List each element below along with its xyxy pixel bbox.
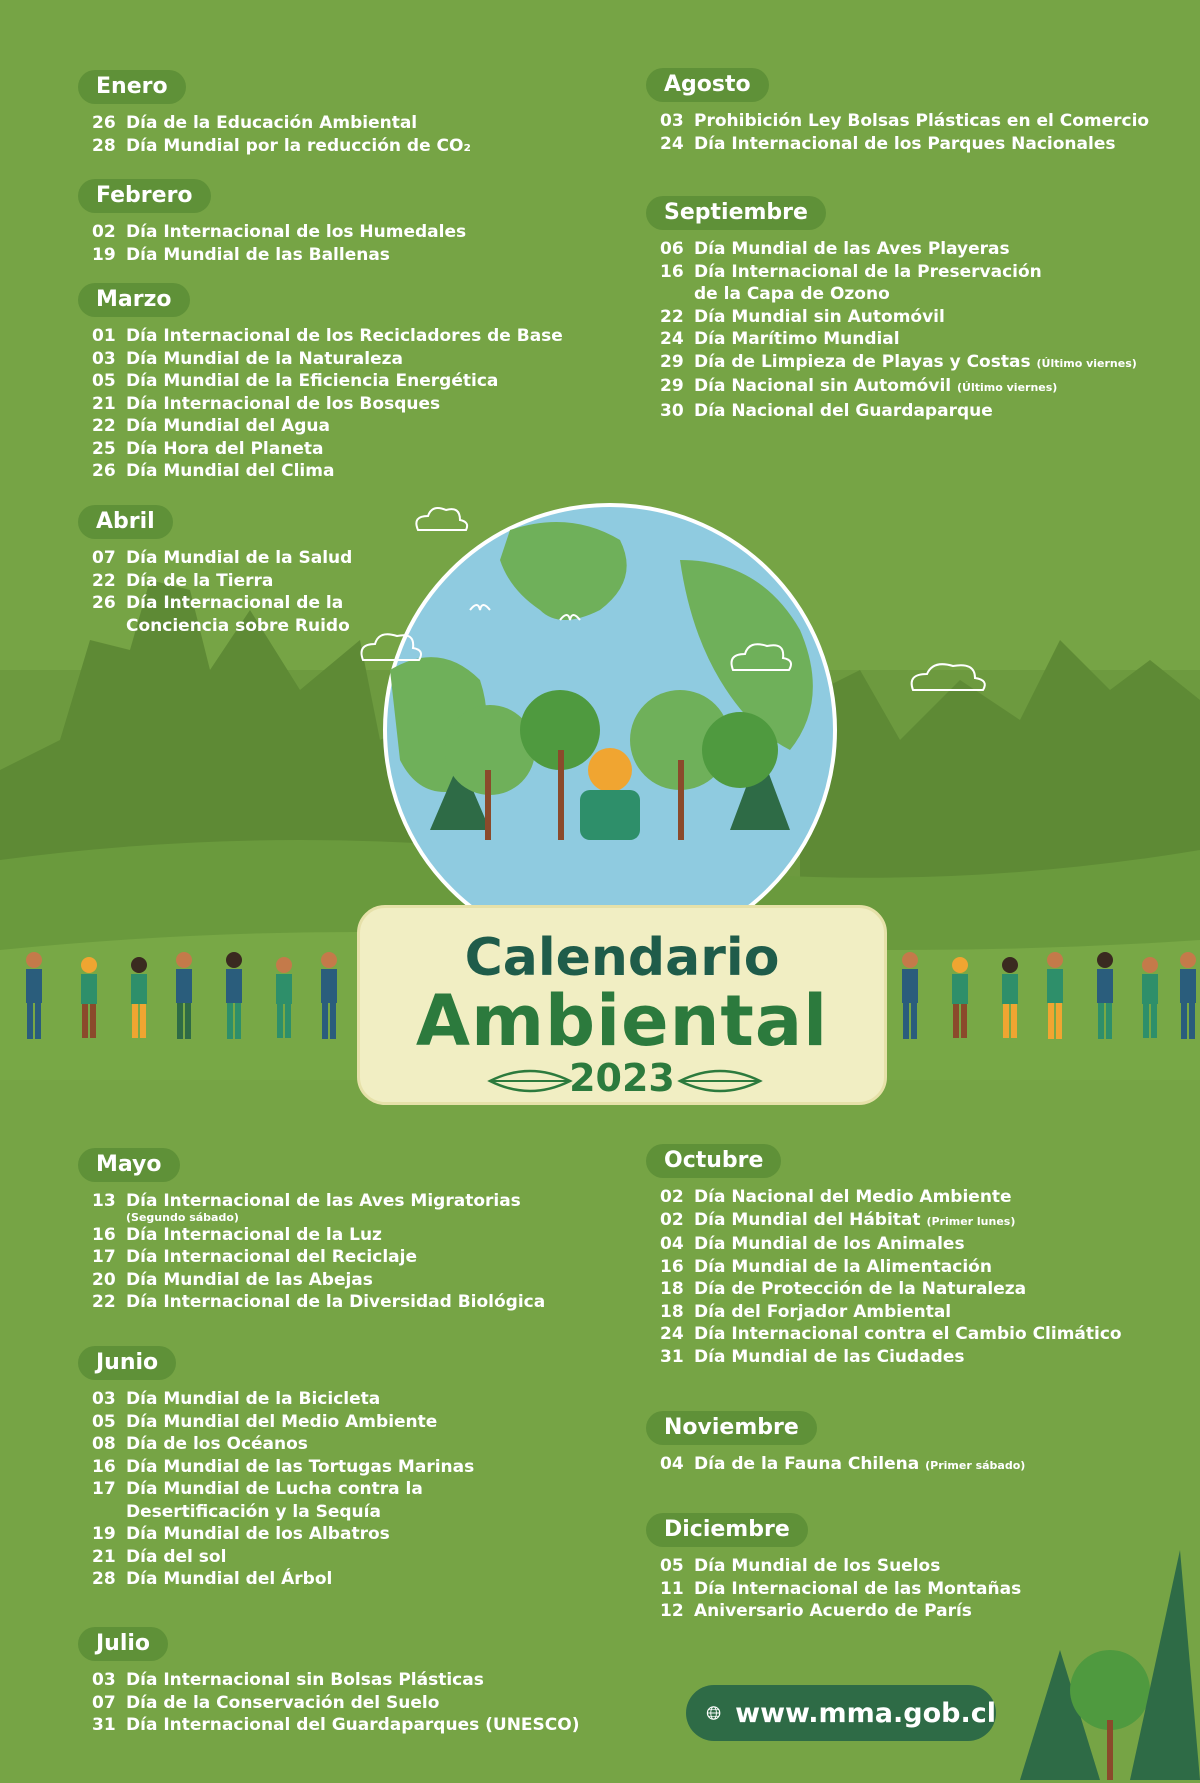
event-name-wrap [694,133,1180,156]
event-name-wrap [694,1453,1180,1478]
event-day: 03 [660,111,684,131]
event-name-wrap [126,460,612,483]
event-name: Día Internacional de las Aves Migratorias [126,1191,521,1211]
event-name-wrap [126,1224,612,1247]
event-day: 04 [660,1454,684,1474]
event-name: Día Mundial de las Tortugas Marinas [126,1456,475,1477]
month-label: Diciembre [646,1513,808,1547]
event-day: 03 [92,348,116,369]
website-url: www.mma.gob.cl [735,1697,996,1729]
event-day: 19 [92,1524,116,1544]
event-name: Día Internacional de la Luz [126,1224,382,1245]
event-day: 22 [660,306,684,327]
event-row [92,570,492,593]
event-name: Día Mundial de Lucha contra la [126,1479,423,1499]
event-day: 22 [92,1292,116,1312]
event-day: 12 [660,1601,684,1621]
event-row [660,1323,1180,1346]
event-note: (Segundo sábado) [126,1210,239,1224]
event-name-wrap [694,1186,1180,1209]
event-day: 04 [660,1234,684,1254]
event-name-wrap [126,592,492,637]
cloud-icon [725,630,795,680]
event-name: Día Mundial de los Animales [694,1234,965,1254]
month-mayo [92,1148,612,1314]
event-note: (Primer lunes) [926,1214,1016,1228]
event-day: 17 [92,1479,116,1499]
event-name-wrap [694,110,1180,133]
event-name-wrap [126,1714,612,1737]
event-name: Día Mundial de las Abejas [126,1269,373,1290]
event-name-wrap [126,1190,612,1224]
event-name-wrap [694,1278,1180,1301]
event-row [92,1411,612,1434]
event-name-wrap [126,570,492,593]
globe-icon [706,1697,721,1729]
event-name: Día Internacional de la Preservación [694,261,1042,282]
event-row [92,547,492,570]
event-row [92,325,612,348]
event-name-wrap [126,1568,612,1591]
event-day: 16 [92,1224,116,1245]
event-name: Día de la Tierra [126,570,274,591]
event-row [660,1453,1180,1478]
event-name: Aniversario Acuerdo de París [694,1601,972,1621]
event-day: 18 [660,1279,684,1299]
event-name-wrap [694,400,1180,423]
event-day: 21 [92,1546,116,1567]
event-name-wrap [126,1388,612,1411]
title-calendario: Calendario [464,928,780,988]
event-name: Día Mundial del Agua [126,416,331,436]
cloud-icon [905,650,995,700]
event-name: Día de la Fauna Chilena [694,1454,920,1474]
event-day: 08 [92,1434,116,1454]
event-name-wrap [694,1256,1180,1279]
event-row [92,1546,612,1569]
event-day: 24 [660,329,684,349]
event-name-wrap [694,261,1180,306]
event-name: Día de la Educación Ambiental [126,113,418,133]
event-name-wrap [126,1478,612,1523]
event-name-wrap [126,1269,612,1292]
event-name-wrap [694,1600,1120,1623]
event-day: 13 [92,1191,116,1211]
event-name-wrap [694,1578,1120,1601]
event-name-wrap [126,547,492,570]
event-row [660,1278,1180,1301]
event-name-wrap [126,393,612,416]
event-day: 02 [660,1187,684,1207]
event-row [92,1456,612,1479]
event-day: 24 [660,133,684,154]
event-name-wrap [694,1209,1180,1234]
month-junio [92,1346,612,1591]
website-link[interactable] [686,1685,996,1741]
event-name-wrap [126,221,572,244]
event-name-wrap [126,415,612,438]
event-name: Día Mundial de las Aves Playeras [694,239,1010,259]
event-row [660,1233,1180,1256]
month-diciembre [660,1513,1120,1623]
event-row [92,393,612,416]
event-name-wrap [126,1523,612,1546]
event-row [92,1388,612,1411]
event-day: 03 [92,1389,116,1409]
event-name: Día Mundial de los Suelos [694,1556,941,1576]
event-row [660,1578,1120,1601]
event-day: 29 [660,376,684,396]
event-day: 30 [660,400,684,421]
event-day: 26 [92,113,116,133]
event-row [660,1256,1180,1279]
event-row [92,460,612,483]
event-name: Día Mundial del Hábitat [694,1209,921,1230]
event-name-wrap [126,1433,612,1456]
event-day: 16 [660,261,684,282]
event-name: Día Internacional de los Bosques [126,393,441,414]
event-name: Día de Limpieza de Playas y Costas [694,351,1031,372]
event-name: Día Nacional del Guardaparque [694,400,993,421]
event-name-wrap [694,1323,1180,1346]
event-name: Día Marítimo Mundial [694,329,900,349]
event-name: Día Hora del Planeta [126,438,324,459]
event-day: 06 [660,239,684,259]
event-name: Día Mundial de la Salud [126,548,353,568]
event-day: 19 [92,244,116,265]
event-row [92,370,612,393]
event-name: Día Mundial de la Alimentación [694,1256,992,1277]
event-name-wrap [126,438,612,461]
event-name-wrap [126,1291,612,1314]
event-day: 31 [660,1346,684,1367]
event-day: 01 [92,326,116,346]
event-name: Día Internacional de las Montañas [694,1578,1022,1599]
event-day: 05 [92,1411,116,1432]
month-label: Octubre [646,1144,781,1178]
event-name: Día Mundial del Árbol [126,1569,333,1589]
event-name-wrap [126,1456,612,1479]
event-name: Día Internacional de los Humedales [126,222,467,242]
event-row [92,1523,612,1546]
month-label: Agosto [646,68,769,102]
event-row [92,592,492,637]
event-name-wrap [126,112,572,135]
event-name: Día Internacional del Reciclaje [126,1247,417,1267]
month-label: Febrero [78,179,211,213]
event-day: 28 [92,135,116,156]
event-name: Día Internacional de la [126,593,344,613]
event-name-wrap [126,1692,612,1715]
month-label: Julio [78,1627,168,1661]
month-enero [92,70,572,157]
event-day: 05 [660,1556,684,1576]
event-row [660,133,1180,156]
month-febrero [92,179,572,266]
event-name: Día Internacional del Guardaparques (UNESCO) [126,1715,580,1735]
event-name: Día Internacional sin Bolsas Plásticas [126,1670,484,1690]
event-day: 28 [92,1569,116,1589]
people-illustration-right [890,945,1200,1045]
event-name: Día Internacional de los Recicladores de Base [126,326,563,346]
event-row [660,1600,1120,1623]
event-name-wrap [694,351,1180,376]
event-row [92,348,612,371]
month-noviembre [660,1411,1180,1478]
event-name: Día Mundial de las Ballenas [126,244,390,265]
event-name: Día Nacional sin Automóvil [694,376,952,396]
event-name-wrap [694,375,1180,400]
event-row [660,238,1180,261]
event-name: Día de la Conservación del Suelo [126,1692,440,1713]
event-name: Día Mundial sin Automóvil [694,306,945,327]
event-name: Día de los Océanos [126,1434,308,1454]
event-day: 02 [660,1209,684,1230]
month-label: Enero [78,70,186,104]
event-row [92,1714,612,1737]
event-row [660,1346,1180,1369]
event-name-wrap [694,1233,1180,1256]
event-name-wrap [694,1346,1180,1369]
event-name: Día Mundial de la Bicicleta [126,1389,381,1409]
event-day: 25 [92,438,116,459]
event-name: Día Mundial de las Ciudades [694,1346,965,1367]
leaf-icon [675,1066,765,1096]
month-label: Marzo [78,283,190,317]
event-row [660,1301,1180,1324]
event-name-wrap [126,1246,612,1269]
event-name-wrap [126,1546,612,1569]
event-row [92,1190,612,1224]
event-name-wrap [126,325,612,348]
event-name-wrap [126,135,572,158]
event-row [92,438,612,461]
event-day: 03 [92,1670,116,1690]
event-row [660,110,1180,133]
event-day: 20 [92,1269,116,1290]
event-day: 05 [92,371,116,391]
event-day: 16 [92,1456,116,1477]
event-name: Día Mundial de la Eficiencia Energética [126,371,499,391]
event-name-wrap [126,348,612,371]
event-row [92,1478,612,1523]
event-row [92,415,612,438]
month-label: Junio [78,1346,176,1380]
event-name-continued: Conciencia sobre Ruido [126,615,350,636]
event-day: 07 [92,548,116,568]
month-label: Septiembre [646,196,826,230]
event-name-wrap [694,238,1180,261]
event-day: 17 [92,1247,116,1267]
event-name-wrap [694,1301,1180,1324]
event-row [660,1209,1180,1234]
event-name: Día Internacional de la Diversidad Biológica [126,1292,546,1312]
people-illustration-left [14,945,354,1045]
event-row [660,1555,1120,1578]
event-day: 18 [660,1301,684,1322]
month-abril [92,505,492,637]
event-name-wrap [126,370,612,393]
event-note: (Último viernes) [957,381,1058,394]
title-card [357,905,887,1105]
event-row [92,135,572,158]
event-name: Día Internacional contra el Cambio Climático [694,1324,1122,1344]
event-row [92,1246,612,1269]
event-day: 26 [92,593,116,613]
event-row [92,1433,612,1456]
event-name-wrap [694,306,1180,329]
event-note: (Primer sábado) [925,1459,1026,1472]
month-agosto [660,68,1180,155]
event-name-wrap [126,1669,612,1692]
event-row [660,306,1180,329]
event-name: Día del sol [126,1546,227,1567]
event-row [92,244,572,267]
event-row [660,1186,1180,1209]
event-row [92,221,572,244]
month-octubre [660,1144,1180,1368]
event-name: Prohibición Ley Bolsas Plásticas en el Comercio [694,111,1150,131]
event-name-wrap [694,328,1180,351]
month-septiembre [660,196,1180,422]
event-row [660,261,1180,306]
event-name-continued: Desertificación y la Sequía [126,1501,381,1522]
event-name-continued: de la Capa de Ozono [694,284,890,304]
month-marzo [92,283,612,483]
title-year: 2023 [569,1056,675,1100]
event-name-wrap [694,1555,1120,1578]
event-name: Día Internacional de los Parques Nacionales [694,133,1116,154]
event-name: Día Mundial de la Naturaleza [126,348,404,369]
event-day: 16 [660,1256,684,1277]
event-row [92,1291,612,1314]
event-day: 22 [92,570,116,591]
event-day: 26 [92,461,116,481]
event-day: 07 [92,1692,116,1713]
event-day: 31 [92,1715,116,1735]
month-label: Abril [78,505,173,539]
event-day: 11 [660,1578,684,1599]
event-row [92,112,572,135]
event-row [660,351,1180,376]
event-name: Día del Forjador Ambiental [694,1301,952,1322]
event-day: 24 [660,1324,684,1344]
event-day: 21 [92,393,116,414]
event-name: Día Mundial de los Albatros [126,1524,390,1544]
event-day: 02 [92,222,116,242]
title-ambiental: Ambiental [415,980,829,1062]
event-name-wrap [126,1411,612,1434]
event-row [92,1568,612,1591]
month-label: Mayo [78,1148,180,1182]
event-day: 22 [92,416,116,436]
event-row [92,1269,612,1292]
event-row [660,375,1180,400]
event-note: (Último viernes) [1036,356,1137,370]
event-name: Día Mundial por la reducción de CO₂ [126,135,471,156]
event-row [660,400,1180,423]
event-day: 29 [660,351,684,372]
event-name: Día Mundial del Clima [126,461,335,481]
event-name: Día de Protección de la Naturaleza [694,1279,1027,1299]
month-julio [92,1627,612,1737]
month-label: Noviembre [646,1411,817,1445]
event-row [660,328,1180,351]
event-name-wrap [126,244,572,267]
event-name: Día Nacional del Medio Ambiente [694,1187,1012,1207]
event-name: Día Mundial del Medio Ambiente [126,1411,438,1432]
event-row [92,1669,612,1692]
event-row [92,1224,612,1247]
event-row [92,1692,612,1715]
